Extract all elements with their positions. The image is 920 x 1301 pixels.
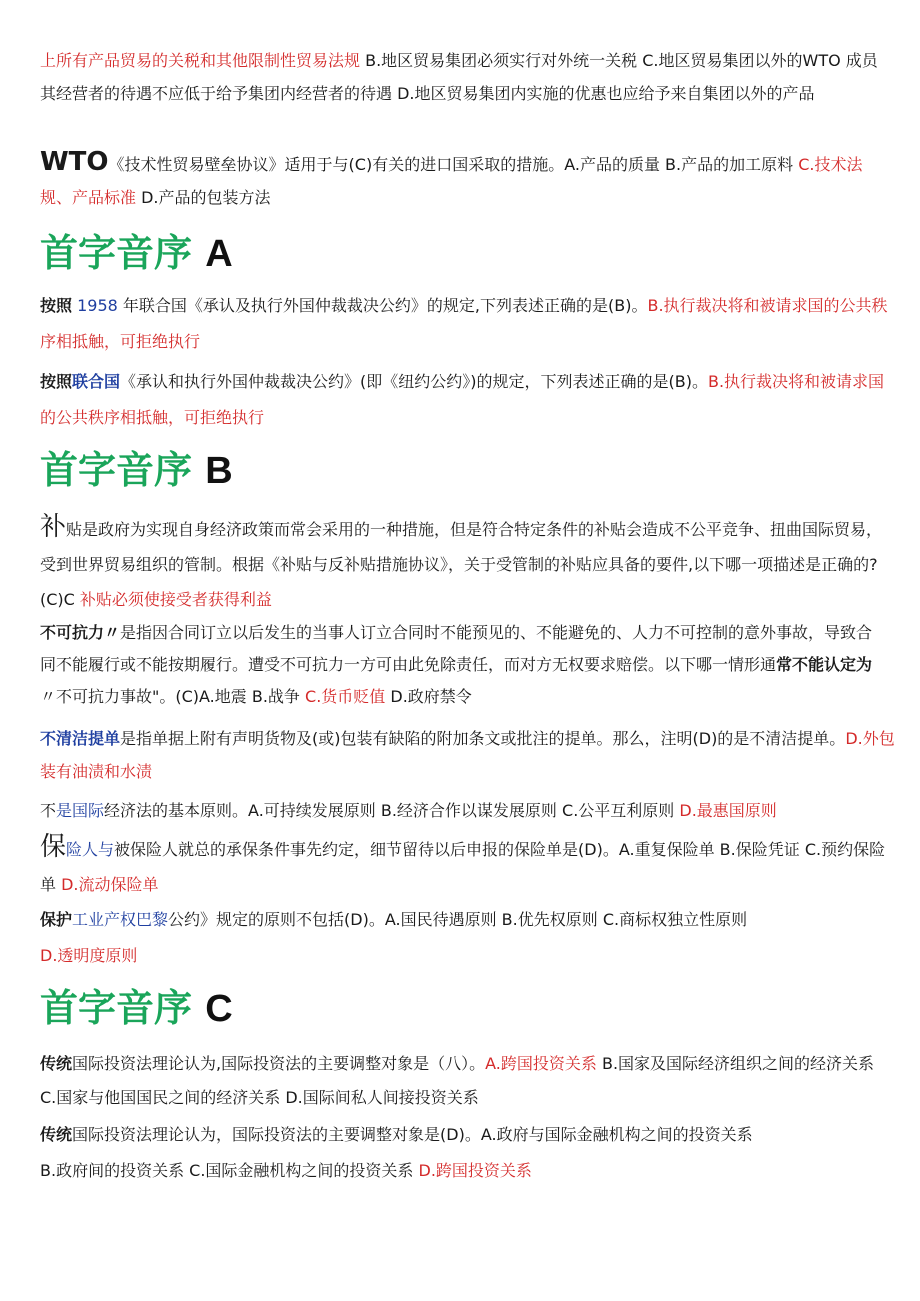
question-text-2: B.政府间的投资关系 C.国际金融机构之间的投资关系: [40, 1161, 419, 1180]
answer-highlight: D.最惠国原则: [679, 801, 777, 820]
question-text: 是指因合同订立以后发生的当事人订立合同时不能预见的、不能避免的、人力不可控制的意外事故，导致合同不能履行或不能按期履行。遭受不可抗力一方可由此免除责任，而对方无权要求赔偿。以下哪一情形通: [40, 623, 873, 674]
term-highlight: 险人与: [66, 840, 115, 859]
leading-term: 不清洁提单: [40, 729, 121, 748]
paragraph-b4: [40, 794, 888, 827]
heading-label: 首字音序: [40, 448, 193, 492]
paragraph-b3: [40, 722, 900, 788]
heading-label: 首字音序: [40, 231, 193, 275]
heading-letter: B: [205, 450, 233, 492]
answer-highlight: B.执行裁决将和被请求国的公共秩序相抵触，可拒绝执行: [40, 296, 888, 351]
term-highlight: 是国际: [56, 801, 105, 820]
question-text: 被保险人就总的承保条件事先约定，细节留待以后申报的保险单是(D)。A.重复保险单 B.保险凭证 C.预约保险单: [40, 840, 886, 894]
question-text: 国际投资法理论认为，国际投资法的主要调整对象是(D)。A.政府与国际金融机构之间的投资关系: [72, 1125, 753, 1144]
question-text: 国际投资法理论认为,国际投资法的主要调整对象是（八）。: [72, 1054, 486, 1073]
paragraph-c1: [40, 1047, 888, 1115]
leading-char: 补: [40, 512, 67, 542]
answer-highlight: D.外包装有油渍和水渍: [40, 729, 895, 781]
question-text-mid: 〃不可抗力事故"。(C)A.地震 B.战争: [40, 687, 306, 706]
paragraph-a1: [40, 288, 888, 360]
heading-letter: C: [205, 988, 233, 1030]
year-highlight: 1958: [72, 296, 123, 315]
answer-highlight: D.跨国投资关系: [418, 1161, 532, 1180]
paragraph-wto-tbt: [40, 146, 888, 214]
section-heading-c: [40, 971, 233, 1045]
answer-highlight: A.跨国投资关系: [485, 1054, 597, 1073]
question-text: 年联合国《承认及执行外国仲裁裁决公约》的规定,下列表述正确的是(B)。: [122, 296, 648, 315]
leading-term: 按照: [40, 372, 73, 391]
answer-highlight: C.技术法规、产品标准: [40, 155, 863, 207]
question-text-tail: D.产品的包装方法: [136, 188, 271, 207]
leading-term: 传统: [40, 1054, 73, 1073]
term-highlight: 联合国: [72, 372, 121, 391]
leading-term: 不可抗力〃: [40, 623, 121, 642]
answer-highlight: 补贴必须使接受者获得利益: [79, 590, 272, 609]
paragraph-b1: [40, 510, 888, 617]
leading-char: 保: [40, 832, 67, 862]
answer-highlight: 上所有产品贸易的关税和其他限制性贸易法规: [40, 51, 361, 70]
paragraph-b2: [40, 617, 888, 713]
leading-char: 不: [40, 801, 57, 820]
question-text-tail: D.政府禁令: [385, 687, 472, 706]
bold-phrase: 常不能认定为: [776, 655, 873, 674]
answer-highlight: D.流动保险单: [61, 875, 159, 894]
paragraph-b5: [40, 830, 888, 902]
question-text: B.地区贸易集团必须实行对外统一关税 C.地区贸易集团以外的WTO 成员其经营者的待遇不应低于给予集团内经营者的待遇 D.地区贸易集团内实施的优惠也应给予来自集团以外的产品: [40, 51, 878, 103]
answer-highlight: D.透明度原则: [40, 946, 138, 965]
section-heading-a: [40, 216, 233, 290]
section-heading-b: [40, 433, 233, 507]
paragraph-b6: [40, 902, 888, 974]
heading-label: 首字音序: [40, 986, 193, 1030]
term-highlight: 工业产权巴黎: [72, 910, 169, 929]
question-text-tail: B.国家及国际经济组织之间的经济关系 C.国家与他国国民之间的经济关系 D.国际间私人间接投资关系: [40, 1054, 875, 1107]
question-text: 《承认和执行外国仲裁裁决公约》(即《纽约公约》)的规定，下列表述正确的是(B)。: [120, 372, 708, 391]
question-text: 公约》规定的原则不包括(D)。A.国民待遇原则 B.优先权原则 C.商标权独立性原则: [168, 910, 748, 929]
paragraph-a2: [40, 364, 888, 436]
question-text: 经济法的基本原则。A.可持续发展原则 B.经济合作以谋发展原则 C.公平互利原则: [104, 801, 680, 820]
leading-term: 按照: [40, 296, 73, 315]
leading-term: 保护: [40, 910, 73, 929]
heading-letter: A: [205, 233, 233, 275]
answer-highlight: C.货币贬值: [305, 687, 386, 706]
question-text: 是指单据上附有声明货物及(或)包装有缺陷的附加条文或批注的提单。那么，注明(D)的是不清洁提单。: [120, 729, 846, 748]
paragraph-wto-regional: [40, 44, 888, 110]
paragraph-c2: [40, 1117, 888, 1189]
answer-highlight: B.执行裁决将和被请求国的公共秩序相抵触，可拒绝执行: [40, 372, 885, 427]
leading-term: 传统: [40, 1125, 73, 1144]
question-text: 《技术性贸易壁垒协议》适用于与(C)有关的进口国采取的措施。A.产品的质量 B.产品的加工原料: [108, 155, 799, 174]
leading-term: WTO: [40, 147, 109, 177]
question-text: 贴是政府为实现自身经济政策而常会采用的一种措施，但是符合特定条件的补贴会造成不公平竞争、扭曲国际贸易，受到世界贸易组织的管制。根据《补贴与反补贴措施协议》，关于受管制的补贴应具备的要件,以下哪一项描述是正确的?(C)C: [40, 520, 883, 609]
